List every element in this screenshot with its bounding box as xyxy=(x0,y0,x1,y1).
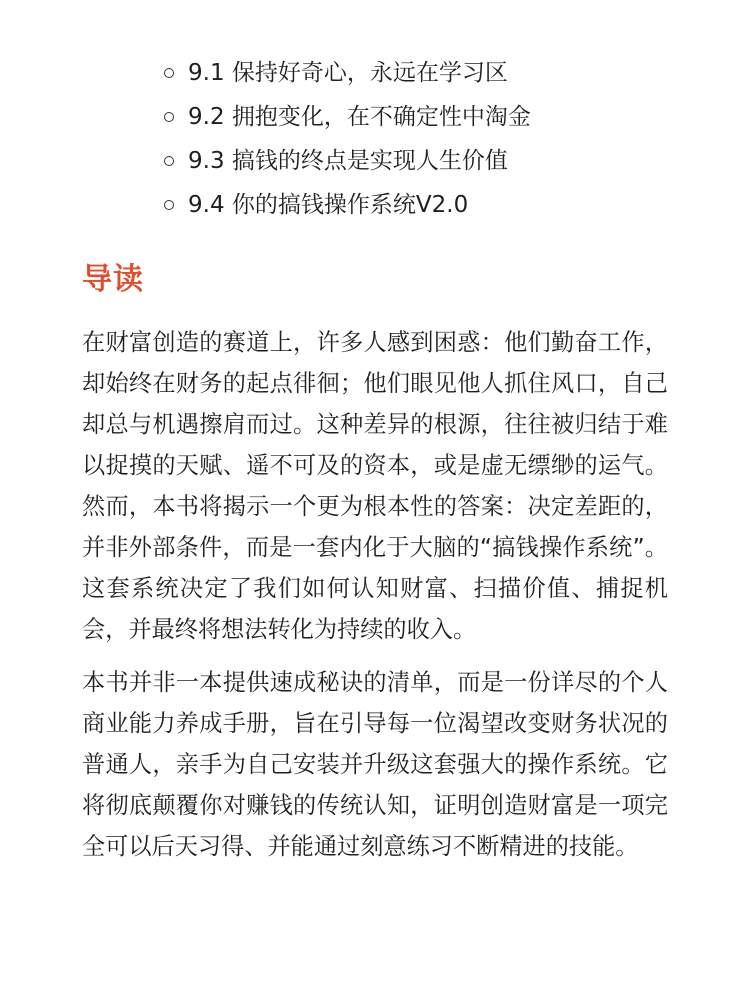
toc-list xyxy=(82,51,668,227)
hollow-circle-bullet-icon xyxy=(164,156,174,166)
toc-item-label: 9.2 拥抱变化，在不确定性中淘金 xyxy=(188,104,531,130)
toc-item xyxy=(164,183,668,227)
toc-item-label: 9.4 你的搞钱操作系统V2.0 xyxy=(188,192,469,218)
hollow-circle-bullet-icon xyxy=(164,112,174,122)
toc-item-label: 9.1 保持好奇心，永远在学习区 xyxy=(188,60,508,86)
toc-item xyxy=(164,95,668,139)
section-heading: 导读 xyxy=(82,262,144,297)
hollow-circle-bullet-icon xyxy=(164,68,174,78)
toc-item xyxy=(164,51,668,95)
hollow-circle-bullet-icon xyxy=(164,200,174,210)
toc-item xyxy=(164,139,668,183)
body-paragraph: 本书并非一本提供速成秘诀的清单，而是一份详尽的个人商业能力养成手册，旨在引导每一位渴望改变财务状况的普通人，亲手为自己安装并升级这套强大的操作系统。它将彻底颠覆你对赚钱的传统认知，证明创造财富是一项完全可以后天习得、并能通过刻意练习不断精进的技能。 xyxy=(82,669,668,860)
body-paragraph: 在财富创造的赛道上，许多人感到困惑：他们勤奋工作，却始终在财务的起点徘徊；他们眼见他人抓住风口，自己却总与机遇擦肩而过。这种差异的根源，往往被归结于难以捉摸的天赋、遥不可及的资本，或是虚无缥缈的运气。然而，本书将揭示一个更为根本性的答案：决定差距的，并非外部条件，而是一套内化于大脑的“搞钱操作系统”。这套系统决定了我们如何认知财富、扫描价值、捕捉机会，并最终将想法转化为持续的收入。 xyxy=(82,329,668,643)
toc-item-label: 9.3 搞钱的终点是实现人生价值 xyxy=(188,148,508,174)
